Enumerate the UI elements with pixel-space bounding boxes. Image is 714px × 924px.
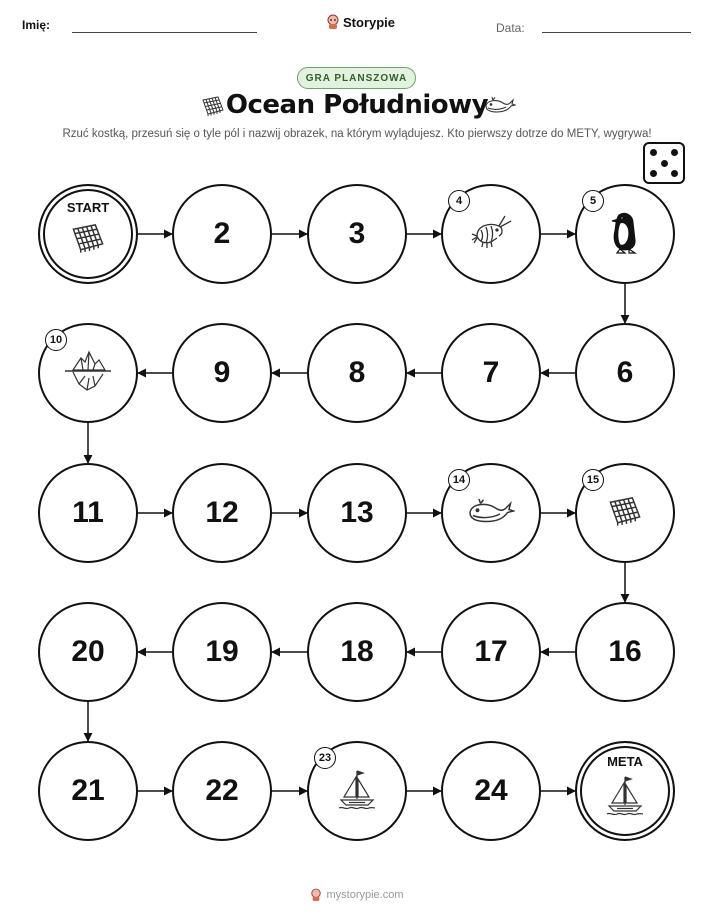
name-label: Imię: bbox=[22, 18, 51, 32]
space-number: 24 bbox=[474, 774, 508, 807]
space-number: 11 bbox=[72, 496, 104, 529]
space-number: 19 bbox=[205, 635, 239, 668]
page-title: Ocean Południowy bbox=[225, 90, 489, 120]
footer bbox=[0, 888, 714, 902]
space-number-badge: 15 bbox=[582, 469, 604, 491]
space-number: 18 bbox=[340, 635, 374, 668]
sailboat-icon bbox=[335, 767, 379, 816]
space-number-badge: 4 bbox=[448, 190, 470, 212]
space-number: 13 bbox=[340, 496, 374, 529]
space-number: 3 bbox=[348, 217, 366, 250]
board-space-20 bbox=[38, 602, 138, 702]
space-number: 16 bbox=[608, 635, 642, 668]
start-label: START bbox=[66, 200, 110, 215]
board-space-8 bbox=[307, 323, 407, 423]
board-space-24 bbox=[441, 741, 541, 841]
board-space-23 bbox=[307, 741, 407, 841]
board-space-2 bbox=[172, 184, 272, 284]
space-number: 9 bbox=[213, 356, 231, 389]
space-number-badge: 5 bbox=[582, 190, 604, 212]
board-space-9 bbox=[172, 323, 272, 423]
space-number: 6 bbox=[616, 356, 634, 389]
instructions-text: Rzuć kostką, przesuń się o tyle pól i nazwij obrazek, na którym wylądujesz. Kto pierwszy dotrze do METY, wygrywa! bbox=[62, 128, 652, 140]
board-space-22 bbox=[172, 741, 272, 841]
board-space-13 bbox=[307, 463, 407, 563]
space-number-badge: 14 bbox=[448, 469, 470, 491]
space-number: 2 bbox=[213, 217, 231, 250]
penguin-icon bbox=[605, 209, 645, 260]
board-space-3 bbox=[307, 184, 407, 284]
footer-url[interactable]: mystorypie.com bbox=[326, 889, 404, 901]
board-space-7 bbox=[441, 323, 541, 423]
iceberg-icon bbox=[63, 348, 113, 399]
board-space-19 bbox=[172, 602, 272, 702]
board-space-17 bbox=[441, 602, 541, 702]
board-space-start bbox=[38, 184, 138, 284]
space-number: 21 bbox=[71, 774, 105, 807]
brand-name: Storypie bbox=[343, 14, 396, 30]
board-space-14 bbox=[441, 463, 541, 563]
board-space-15 bbox=[575, 463, 675, 563]
space-number: 17 bbox=[474, 635, 508, 668]
board-space-10 bbox=[38, 323, 138, 423]
board-space-6 bbox=[575, 323, 675, 423]
board-space-12 bbox=[172, 463, 272, 563]
board-space-5 bbox=[575, 184, 675, 284]
game-type-badge: GRA PLANSZOWA bbox=[297, 67, 416, 89]
board-space-21 bbox=[38, 741, 138, 841]
space-number-badge: 23 bbox=[314, 747, 336, 769]
finish-label: META bbox=[607, 754, 643, 769]
space-number: 8 bbox=[348, 356, 366, 389]
space-number: 12 bbox=[205, 496, 239, 529]
space-number: 22 bbox=[205, 774, 239, 807]
blanket-icon bbox=[606, 492, 644, 535]
board-space-16 bbox=[575, 602, 675, 702]
space-number: 20 bbox=[71, 635, 105, 668]
board-space-meta bbox=[575, 741, 675, 841]
sailboat-icon bbox=[603, 773, 647, 822]
shrimp-icon bbox=[469, 212, 513, 257]
board-space-4 bbox=[441, 184, 541, 284]
space-number-badge: 10 bbox=[45, 329, 67, 351]
date-label: Data: bbox=[496, 21, 525, 35]
board-space-18 bbox=[307, 602, 407, 702]
blanket-icon bbox=[69, 219, 107, 262]
whale-icon bbox=[467, 497, 515, 530]
storypie-mascot-icon bbox=[310, 888, 322, 902]
space-number: 7 bbox=[482, 356, 500, 389]
board-space-11 bbox=[38, 463, 138, 563]
